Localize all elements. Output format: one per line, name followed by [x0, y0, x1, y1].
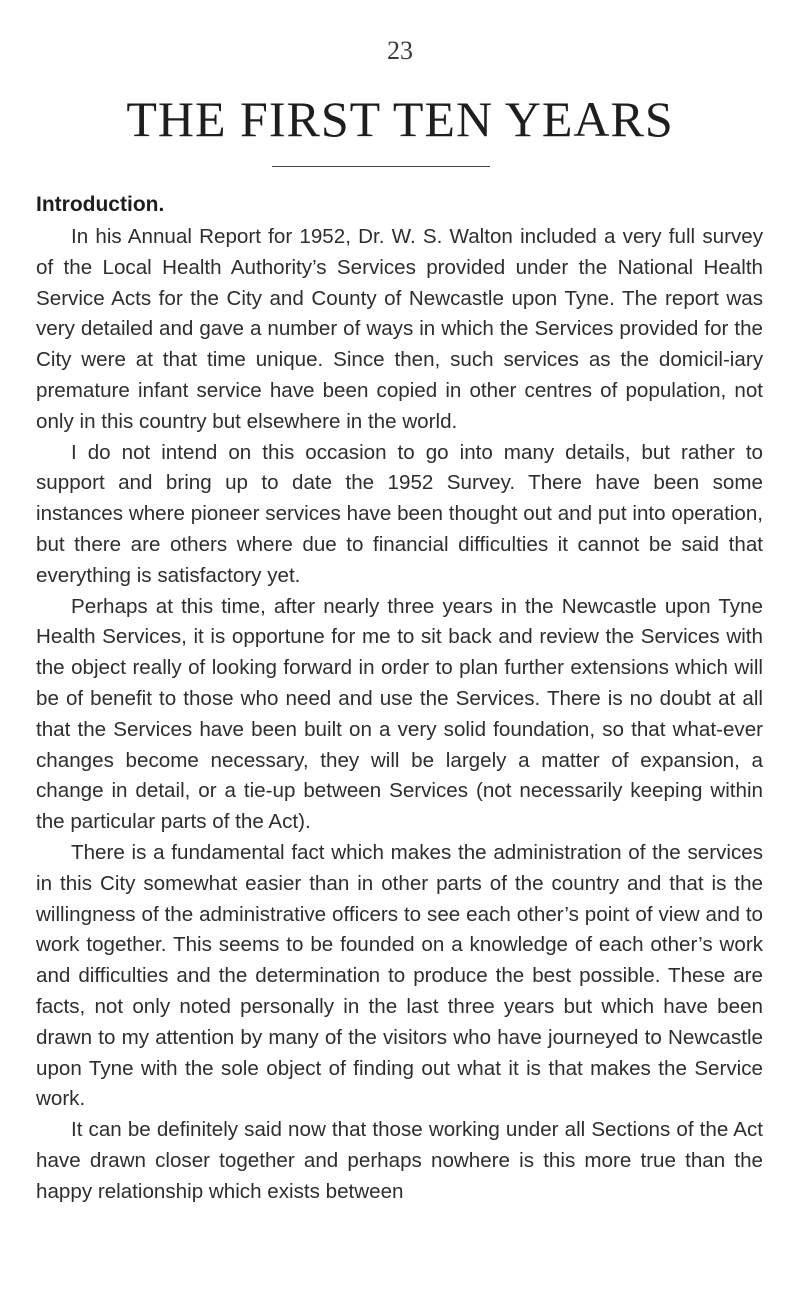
- paragraph-5: It can be definitely said now that those working under all Sections of the Act have drawn closer together and perhaps nowhere is this more true than the happy relationship which exists between: [36, 1118, 763, 1203]
- section-heading: Introduction.: [36, 193, 165, 216]
- body-text: [36, 222, 763, 1208]
- paragraph-2: I do not intend on this occasion to go into many details, but rather to support and bring up to date the 1952 Survey. There have been some instances where pioneer services have been thought out and put into operation, but there are others where due to financial difficulties it cannot be said that everything is satisfactory yet.: [36, 440, 763, 587]
- page-number: 23: [387, 36, 413, 65]
- title-divider: [272, 166, 490, 167]
- page-title: THE FIRST TEN YEARS: [126, 91, 674, 147]
- paragraph-1: In his Annual Report for 1952, Dr. W. S. Walton included a very full survey of the Local Health Authority’s Services provided under the National Health Service Acts for the City and County of Newcastle upon Tyne. The report was very detailed and gave a number of ways in which the Services provided for the City were at that time unique. Since then, such services as the domicil-iary premature infant service have been copied in other centres of population, not only in this country but elsewhere in the world.: [36, 225, 763, 433]
- paragraph-3: Perhaps at this time, after nearly three years in the Newcastle upon Tyne Health Services, it is opportune for me to sit back and review the Services with the object really of looking forward in order to plan further extensions which will be of benefit to those who need and use the Services. There is no doubt at all that the Services have been built on a very solid foundation, so that what-ever changes become necessary, they will be largely a matter of expansion, a change in detail, or a tie-up between Services (not necessarily keeping within the particular parts of the Act).: [36, 594, 763, 834]
- paragraph-4: There is a fundamental fact which makes the administration of the services in this City somewhat easier than in other parts of the country and that is the willingness of the administrative officers to see each other’s point of view and to work together. This seems to be founded on a knowledge of each other’s work and difficulties and the determination to produce the best possible. These are facts, not only noted personally in the last three years but which have been drawn to my attention by many of the visitors who have journeyed to Newcastle upon Tyne with the sole object of finding out what it is that makes the Service work.: [36, 840, 763, 1111]
